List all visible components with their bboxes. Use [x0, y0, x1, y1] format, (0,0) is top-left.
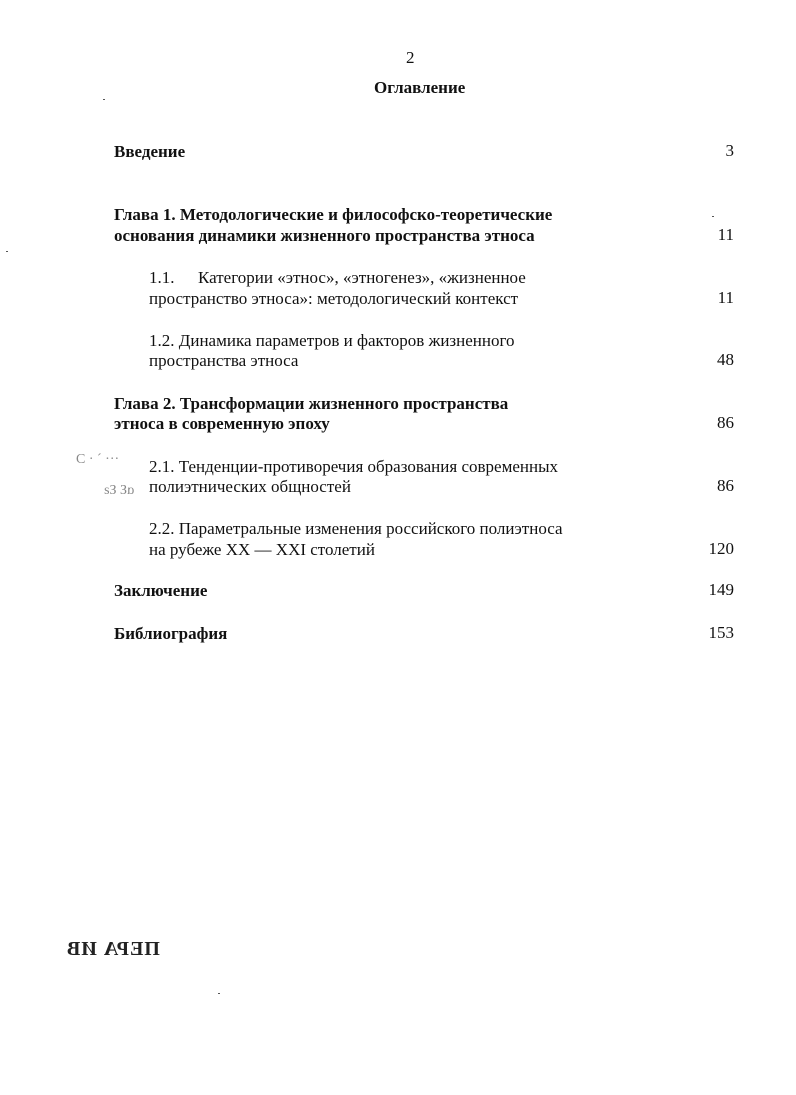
- toc-s11-page: 11: [717, 288, 734, 307]
- toc-s11-line2: пространство этноса»: методологический контекст: [149, 289, 519, 308]
- toc-chapter1-line1: Глава 1. Методологические и философско-теоретические: [114, 205, 553, 224]
- toc-s12-line2: пространства этноса: [149, 351, 299, 370]
- toc-conclusion-page: 149: [708, 580, 734, 599]
- scan-speck: [6, 251, 8, 252]
- page-title: Оглавление: [374, 78, 466, 97]
- toc-s21-line1: 2.1. Тенденции-противоречия образования современных: [149, 457, 558, 476]
- toc-s12-line1: 1.2. Динамика параметров и факторов жизненного: [149, 331, 515, 350]
- toc-chapter1-line2: основания динамики жизненного пространства этноса: [114, 226, 535, 245]
- toc-s12-page: 48: [717, 350, 734, 369]
- scan-speck: [103, 99, 105, 100]
- toc-s21-line2: полиэтнических общностей: [149, 477, 351, 496]
- toc-chapter2-line2: этноса в современную эпоху: [114, 414, 330, 433]
- toc-s21-page: 86: [717, 476, 734, 495]
- toc-s22-line1: 2.2. Параметральные изменения российского полиэтноса: [149, 519, 563, 538]
- bleed-through-mark-upper: C · ´ ···: [76, 452, 120, 467]
- toc-bibliography-label: Библиография: [114, 624, 228, 643]
- toc-conclusion-label: Заключение: [114, 581, 208, 600]
- toc-bibliography-page: 153: [708, 623, 734, 642]
- toc-intro-page: 3: [725, 141, 734, 160]
- toc-intro-label: Введение: [114, 142, 186, 161]
- scan-speck: [218, 993, 220, 994]
- toc-s22-page: 120: [708, 539, 734, 558]
- toc-s22-line2: на рубеже XX — XXI столетий: [149, 540, 375, 559]
- archive-stamp: ПЕРА ИВ: [66, 938, 160, 960]
- scan-speck: [712, 216, 714, 217]
- toc-s11-number: 1.1.: [149, 268, 175, 287]
- toc-chapter2-line1: Глава 2. Трансформации жизненного пространства: [114, 394, 509, 413]
- page-number: 2: [406, 48, 415, 67]
- toc-chapter1-page: 11: [717, 225, 734, 244]
- bleed-through-mark-lower: ɑƐ Ɛƨ: [104, 483, 135, 498]
- toc-s11-line1: Категории «этнос», «этногенез», «жизненное: [198, 268, 526, 287]
- toc-chapter2-page: 86: [717, 413, 734, 432]
